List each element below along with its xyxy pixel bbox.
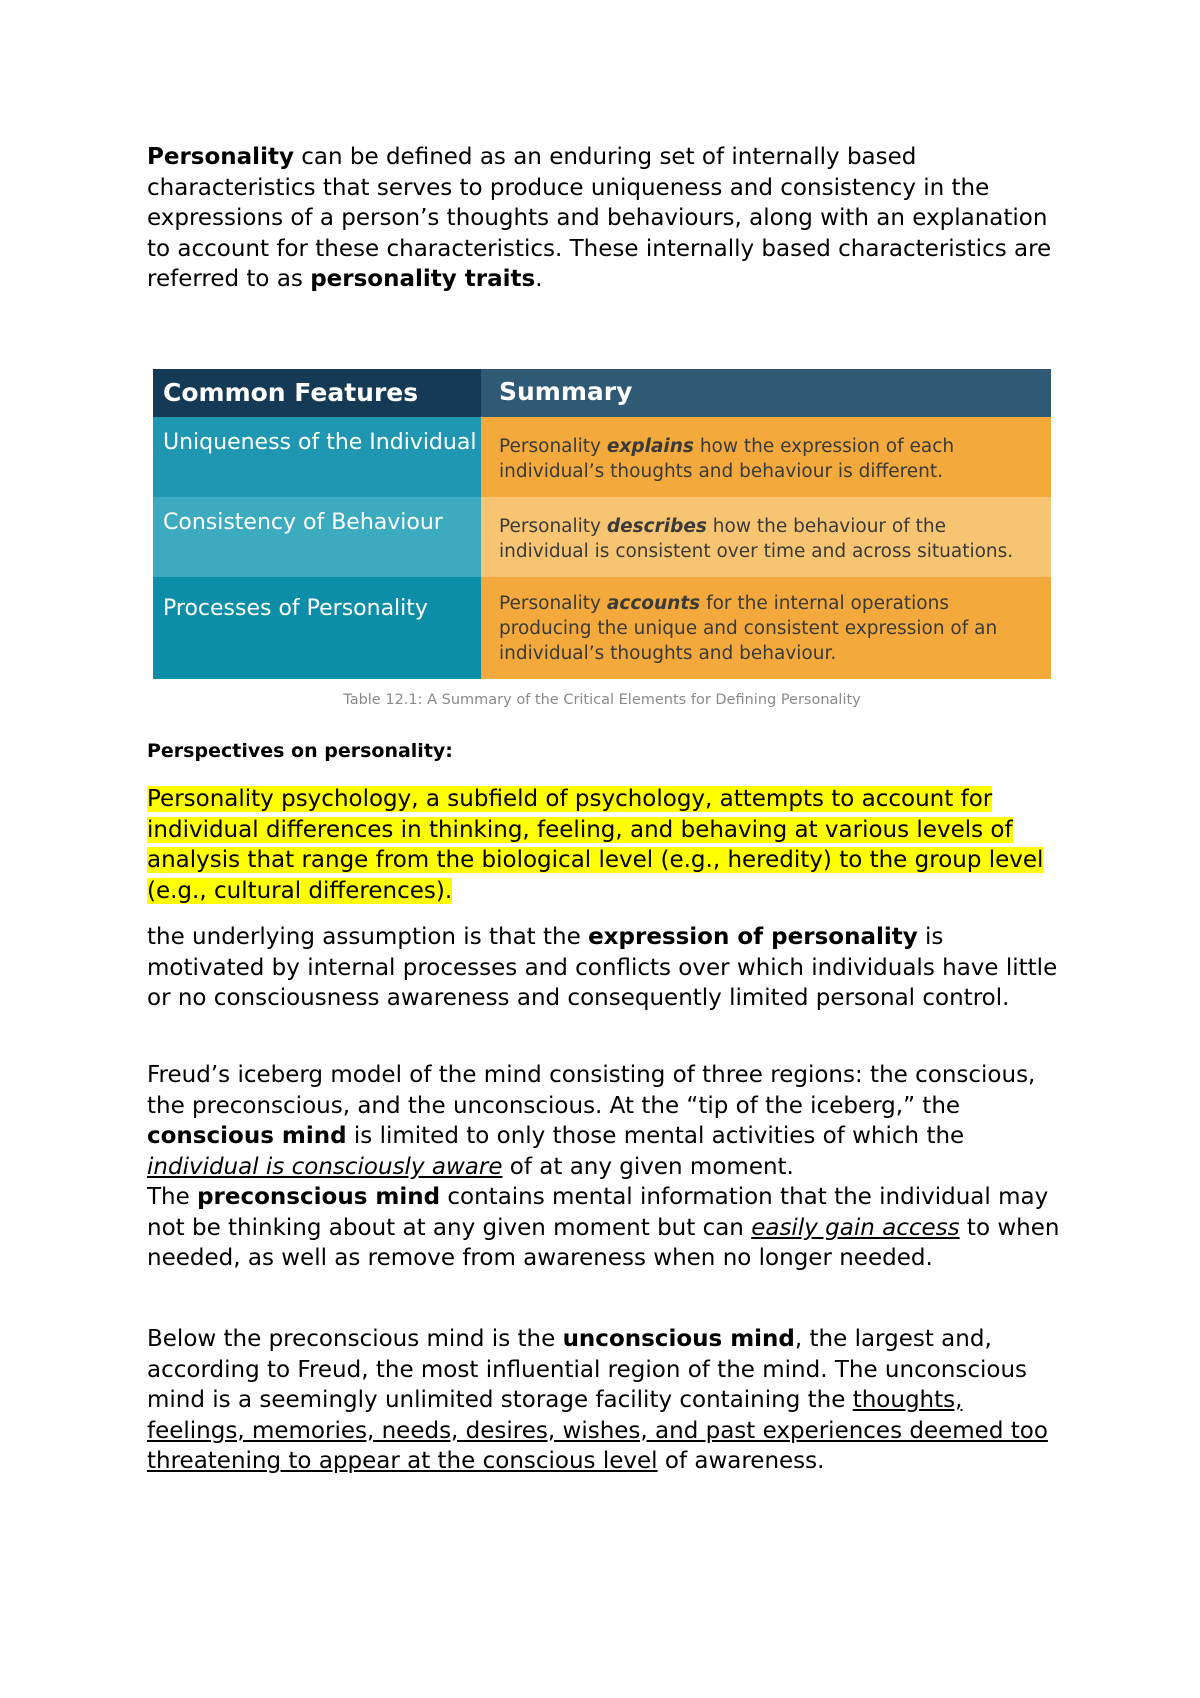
feature-name: Uniqueness of the Individual <box>163 430 477 455</box>
highlight-text: Personality psychology, a subfield of psychology, attempts to account for individual differences in thinking, feeling, and behaving at various levels of analysis that range from the biological level (e.g., heredity) to the group level (e.g., cultural differences). <box>147 786 1044 904</box>
iceberg-paragraph: Freud’s iceberg model of the mind consisting of three regions: the conscious, the preconscious, and the unconscious. At the “tip of the iceberg,” the conscious mind is limited to only those mental activities of which the individual is consciously aware of at any given moment. The preconscious mind contains mental information that the individual may not be thinking about at any given moment but can easily gain access to when needed, as well as remove from awareness when no longer needed. <box>147 1062 1060 1271</box>
feature-summary: Personality accounts for the internal operations producing the unique and consistent expression of an individual’s thoughts and behaviour. <box>499 593 998 664</box>
table-row <box>153 577 1051 679</box>
unconscious-paragraph: Below the preconscious mind is the unconscious mind, the largest and, according to Freud, the most influential region of the mind. The unconscious mind is a seemingly unlimited storage facility containing the thoughts, feelings, memories, needs, desires, wishes, and past experiences deemed too threatening to appear at the conscious level of awareness. <box>147 1326 1048 1474</box>
intro-bold-term: personality traits <box>310 266 536 292</box>
underlined-phrase: individual is consciously aware <box>147 1153 503 1180</box>
intro-term: Personality <box>147 144 294 170</box>
table-row <box>153 417 1051 497</box>
features-table <box>153 369 1051 679</box>
intro-paragraph <box>147 142 1057 295</box>
feature-name: Processes of Personality <box>163 596 428 621</box>
feature-summary: Personality explains how the expression of each individual’s thoughts and behaviour is different. <box>499 436 955 482</box>
intro-text: can be defined as an enduring set of internally based characteristics that serves to produce uniqueness and consistency in the expressions of a person’s thoughts and behaviours, along with an explanation to account for these characteristics. These internally based characteristics are referred to as <box>147 144 1052 292</box>
table-row <box>153 497 1051 577</box>
underlined-phrase: easily gain access <box>751 1214 960 1241</box>
intro-end: . <box>535 266 543 292</box>
underlined-phrase: thoughts, feelings, memories, needs, desires, wishes, and past experiences deemed too threatening to appear at the conscious level <box>147 1387 1048 1474</box>
header-common-features: Common Features <box>153 369 481 417</box>
highlighted-paragraph <box>147 784 1067 906</box>
feature-summary: Personality describes how the behaviour of the individual is consistent over time and across situations. <box>499 516 1014 562</box>
feature-name: Consistency of Behaviour <box>163 510 443 535</box>
section-heading: Perspectives on personality: <box>147 740 453 762</box>
table-header-row <box>153 369 1051 417</box>
header-summary: Summary <box>481 369 1051 417</box>
assumption-paragraph: the underlying assumption is that the expression of personality is motivated by internal processes and conflicts over which individuals have little or no consciousness awareness and consequently limited personal control. <box>147 924 1058 1011</box>
table-caption: Table 12.1: A Summary of the Critical Elements for Defining Personality <box>343 692 861 708</box>
assumption-bold: expression of personality <box>588 924 918 950</box>
